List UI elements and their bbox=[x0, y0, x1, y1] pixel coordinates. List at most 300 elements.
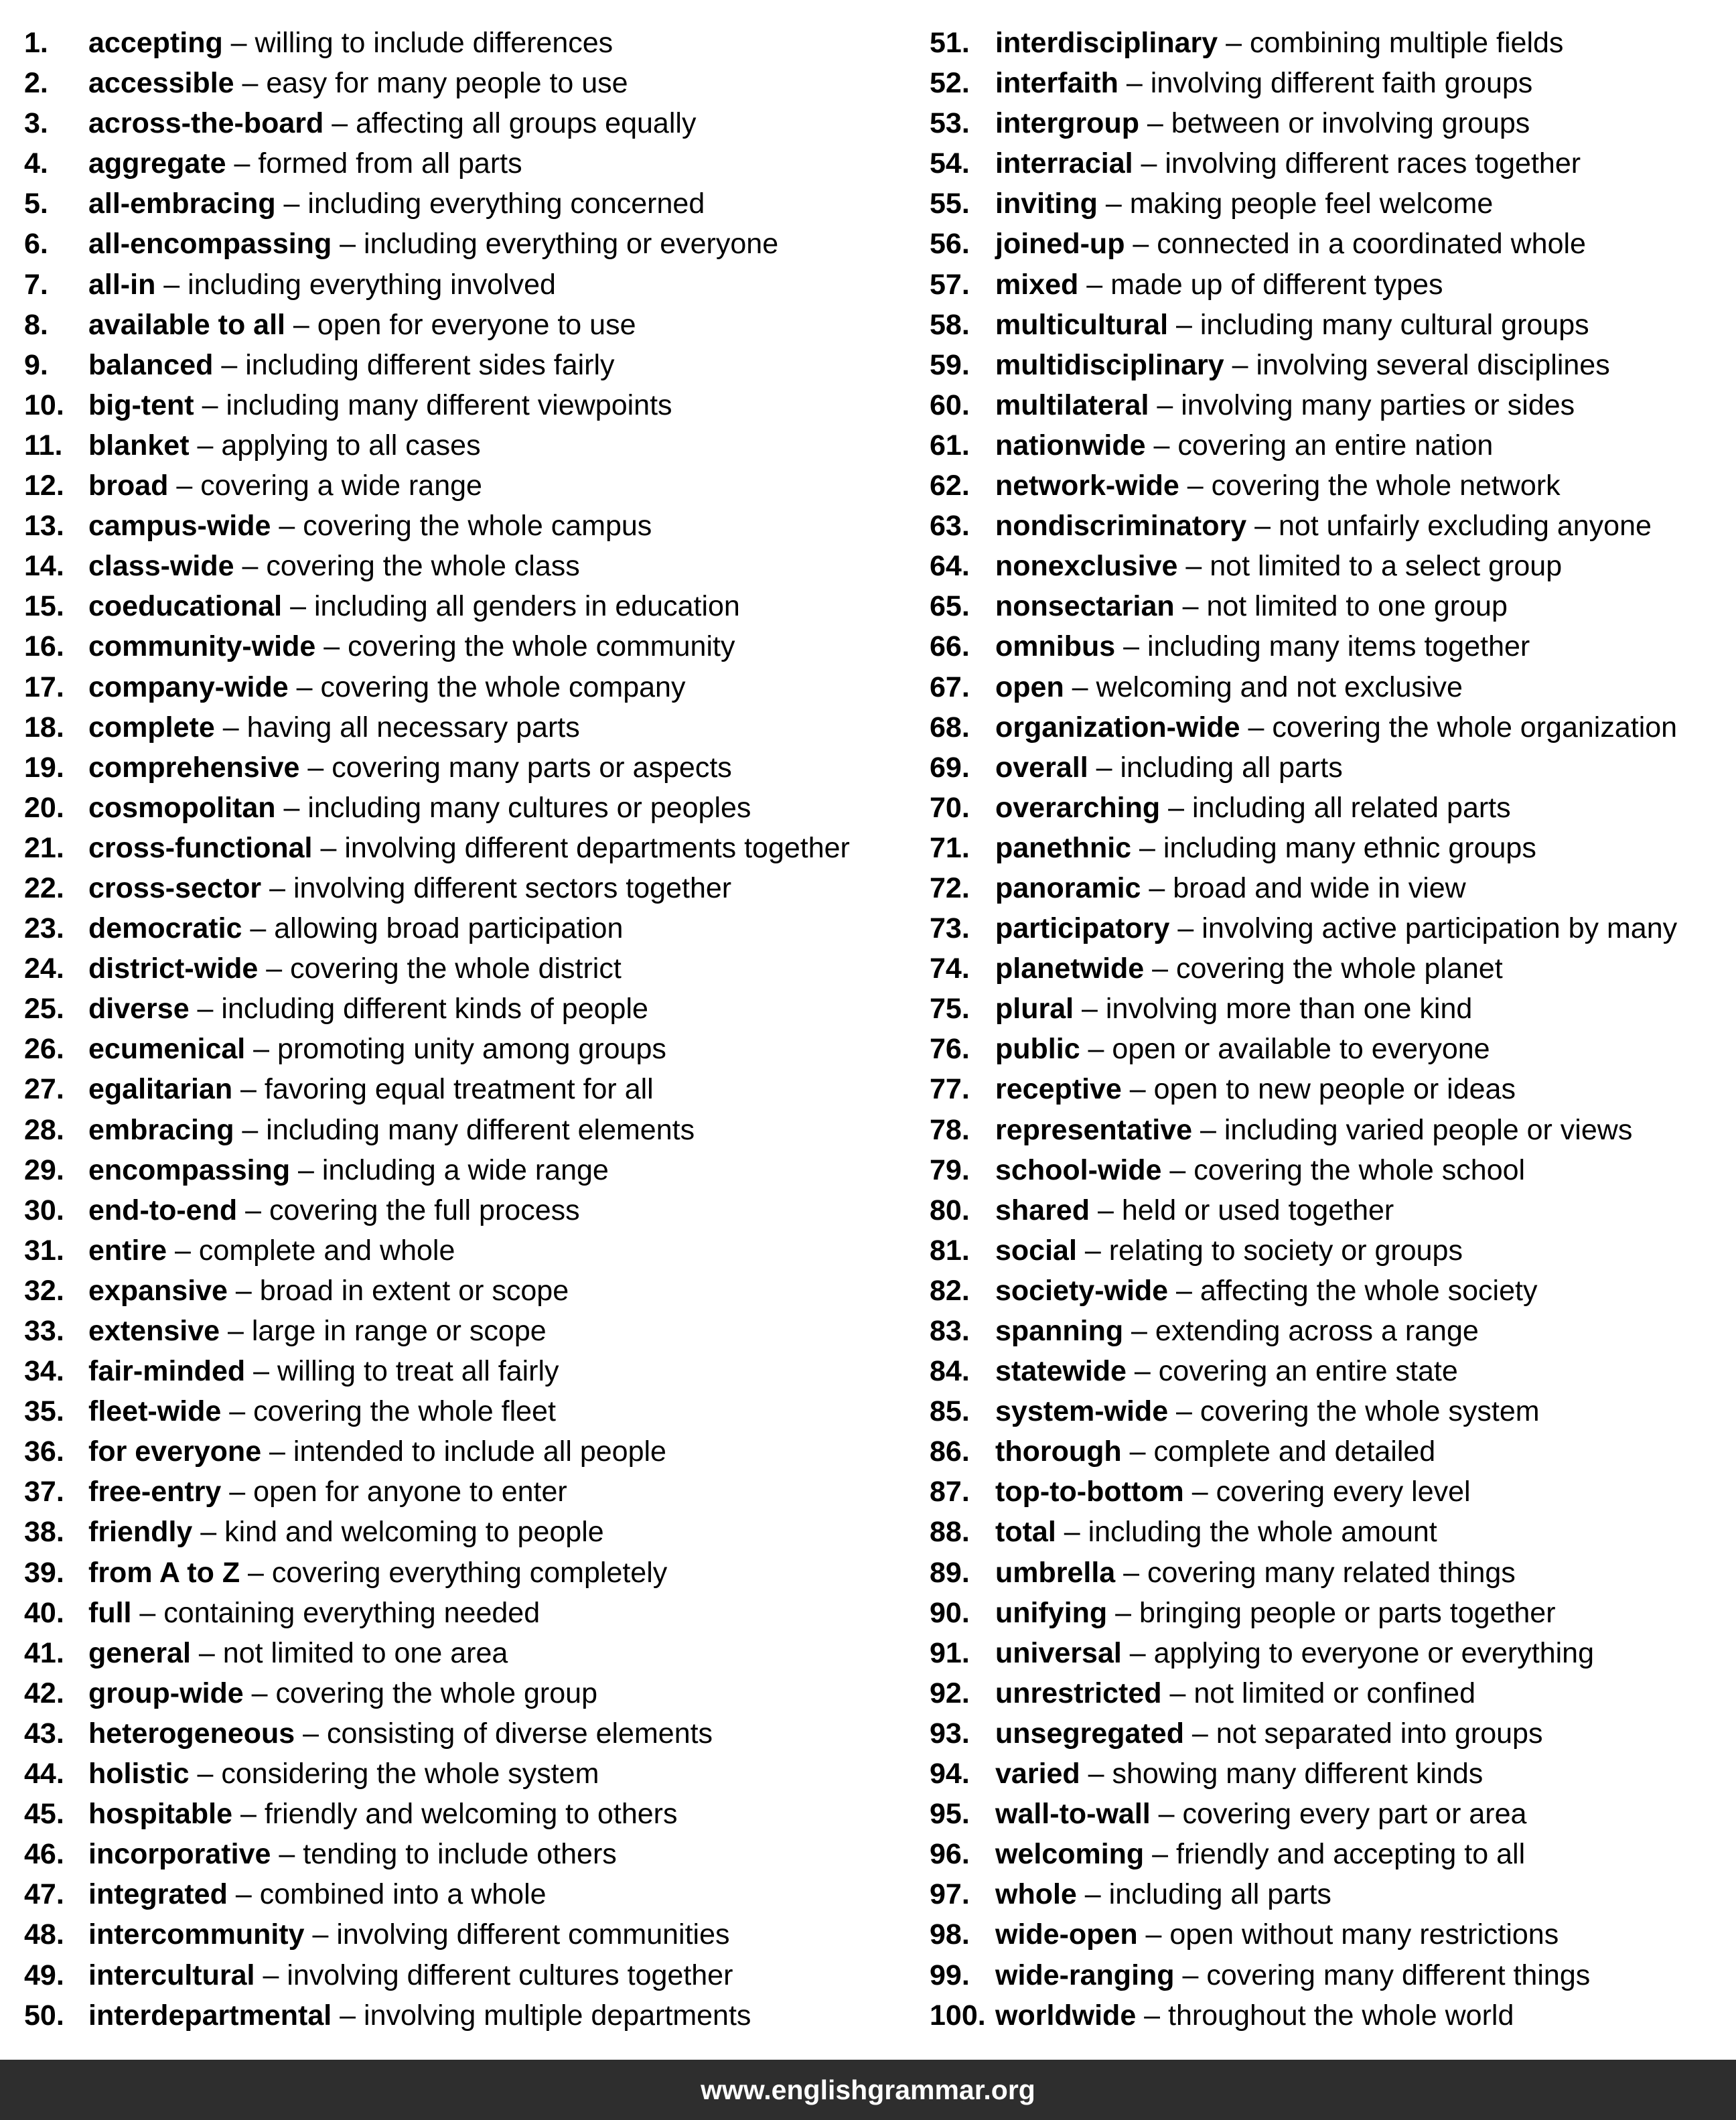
item-number: 60. bbox=[930, 388, 970, 421]
list-item bbox=[24, 385, 915, 425]
list-item bbox=[24, 1311, 915, 1351]
item-number: 81. bbox=[930, 1234, 970, 1267]
item-term: hospitable bbox=[88, 1798, 233, 1831]
item-term: balanced bbox=[88, 348, 214, 381]
list-item bbox=[930, 1673, 1731, 1713]
item-separator: – bbox=[1183, 1717, 1216, 1750]
item-separator: – bbox=[315, 630, 348, 663]
item-separator: – bbox=[1174, 590, 1207, 623]
list-item bbox=[930, 305, 1731, 345]
word-list-right-column bbox=[930, 23, 1731, 2036]
item-number: 6. bbox=[24, 228, 48, 261]
item-definition: affecting the whole society bbox=[1200, 1274, 1538, 1307]
list-item bbox=[24, 546, 915, 586]
item-term: shared bbox=[995, 1194, 1090, 1226]
item-separator: – bbox=[1144, 1838, 1177, 1871]
list-item bbox=[930, 1472, 1731, 1512]
list-item bbox=[24, 1593, 915, 1633]
item-definition: covering the whole network bbox=[1211, 470, 1561, 502]
list-item bbox=[24, 466, 915, 506]
item-number: 77. bbox=[930, 1073, 970, 1106]
list-item bbox=[930, 948, 1731, 989]
item-separator: – bbox=[1097, 188, 1130, 220]
item-separator: – bbox=[1144, 952, 1177, 985]
item-term: fair-minded bbox=[88, 1355, 246, 1388]
item-definition: including all parts bbox=[1120, 751, 1343, 784]
item-term: multidisciplinary bbox=[995, 348, 1224, 381]
item-definition: covering the whole class bbox=[266, 550, 580, 583]
item-term: wall-to-wall bbox=[995, 1798, 1151, 1831]
item-number: 23. bbox=[24, 912, 64, 945]
item-term: spanning bbox=[995, 1315, 1124, 1347]
item-term: entire bbox=[88, 1234, 167, 1267]
list-item bbox=[930, 224, 1731, 264]
item-term: blanket bbox=[88, 429, 190, 462]
item-term: egalitarian bbox=[88, 1073, 233, 1106]
list-item bbox=[930, 1431, 1731, 1472]
item-definition: intended to include all people bbox=[293, 1435, 666, 1468]
item-definition: combined into a whole bbox=[259, 1878, 547, 1911]
item-definition: involving multiple departments bbox=[364, 1999, 751, 2032]
item-definition: covering a wide range bbox=[200, 470, 482, 502]
item-separator: – bbox=[1121, 1073, 1154, 1106]
item-definition: including many cultural groups bbox=[1200, 308, 1589, 341]
item-term: receptive bbox=[995, 1073, 1122, 1106]
item-separator: – bbox=[232, 1798, 265, 1831]
item-number: 32. bbox=[24, 1274, 64, 1307]
item-definition: including many different viewpoints bbox=[226, 388, 672, 421]
item-number: 13. bbox=[24, 510, 64, 543]
list-item bbox=[930, 425, 1731, 466]
item-definition: involving different faith groups bbox=[1150, 67, 1533, 100]
item-term: public bbox=[995, 1033, 1080, 1066]
item-number: 59. bbox=[930, 348, 970, 381]
list-item bbox=[930, 265, 1731, 305]
item-term: joined-up bbox=[995, 228, 1125, 261]
list-item bbox=[930, 546, 1731, 586]
item-term: all-encompassing bbox=[88, 228, 332, 261]
item-number: 79. bbox=[930, 1153, 970, 1186]
list-item bbox=[24, 908, 915, 948]
item-definition: applying to everyone or everything bbox=[1153, 1636, 1594, 1669]
item-separator: – bbox=[1131, 831, 1163, 864]
item-separator: – bbox=[1240, 711, 1273, 744]
item-separator: – bbox=[190, 1636, 223, 1669]
item-separator: – bbox=[1076, 1878, 1109, 1911]
item-separator: – bbox=[299, 751, 332, 784]
list-item bbox=[24, 626, 915, 666]
list-item bbox=[24, 1673, 915, 1713]
item-separator: – bbox=[227, 1878, 260, 1911]
item-number: 41. bbox=[24, 1636, 64, 1669]
list-item bbox=[930, 1311, 1731, 1351]
list-item bbox=[24, 1351, 915, 1391]
item-separator: – bbox=[245, 1033, 278, 1066]
item-separator: – bbox=[1218, 27, 1250, 59]
item-term: cross-functional bbox=[88, 831, 313, 864]
item-term: friendly bbox=[88, 1516, 193, 1549]
list-item bbox=[930, 1391, 1731, 1431]
item-term: welcoming bbox=[995, 1838, 1145, 1871]
item-definition: including different sides fairly bbox=[245, 348, 615, 381]
list-item bbox=[24, 1029, 915, 1069]
footer-bar bbox=[0, 2060, 1736, 2120]
item-definition: covering every level bbox=[1216, 1476, 1471, 1508]
item-definition: including different kinds of people bbox=[221, 993, 648, 1026]
item-definition: between or involving groups bbox=[1171, 107, 1530, 140]
item-definition: bringing people or parts together bbox=[1139, 1596, 1556, 1629]
item-definition: covering the whole community bbox=[348, 630, 735, 663]
item-separator: – bbox=[261, 1435, 293, 1468]
item-number: 82. bbox=[930, 1274, 970, 1307]
item-definition: relating to society or groups bbox=[1108, 1234, 1463, 1267]
item-separator: – bbox=[214, 711, 247, 744]
item-separator: – bbox=[1192, 1113, 1224, 1146]
item-term: class-wide bbox=[88, 550, 234, 583]
item-term: overarching bbox=[995, 791, 1161, 824]
item-separator: – bbox=[222, 27, 255, 59]
item-definition: willing to include differences bbox=[255, 27, 613, 59]
item-definition: not limited or confined bbox=[1194, 1677, 1476, 1709]
item-definition: complete and detailed bbox=[1153, 1435, 1436, 1468]
list-item bbox=[24, 1995, 915, 2036]
list-item bbox=[24, 23, 915, 63]
item-number: 61. bbox=[930, 429, 970, 462]
item-definition: not limited to one group bbox=[1206, 590, 1508, 623]
item-number: 72. bbox=[930, 871, 970, 904]
item-number: 80. bbox=[930, 1194, 970, 1226]
item-term: interdepartmental bbox=[88, 1999, 332, 2032]
item-separator: – bbox=[1076, 1234, 1109, 1267]
list-item bbox=[24, 184, 915, 224]
list-item bbox=[930, 1351, 1731, 1391]
item-number: 74. bbox=[930, 952, 970, 985]
item-number: 90. bbox=[930, 1596, 970, 1629]
item-term: campus-wide bbox=[88, 510, 271, 543]
item-number: 86. bbox=[930, 1435, 970, 1468]
item-number: 85. bbox=[930, 1395, 970, 1428]
item-number: 1. bbox=[24, 27, 48, 59]
item-separator: – bbox=[1145, 429, 1178, 462]
item-separator: – bbox=[1125, 228, 1157, 261]
item-number: 87. bbox=[930, 1476, 970, 1508]
item-term: holistic bbox=[88, 1758, 190, 1790]
item-number: 95. bbox=[930, 1798, 970, 1831]
item-number: 5. bbox=[24, 188, 48, 220]
item-number: 64. bbox=[930, 550, 970, 583]
item-separator: – bbox=[271, 1838, 303, 1871]
item-separator: – bbox=[1088, 751, 1120, 784]
list-item bbox=[24, 1713, 915, 1754]
list-item bbox=[24, 1794, 915, 1834]
item-term: nonsectarian bbox=[995, 590, 1175, 623]
item-separator: – bbox=[1141, 871, 1173, 904]
list-item bbox=[930, 667, 1731, 707]
item-separator: – bbox=[1224, 348, 1256, 381]
list-item bbox=[24, 345, 915, 385]
item-number: 28. bbox=[24, 1113, 64, 1146]
item-term: across-the-board bbox=[88, 107, 324, 140]
list-item bbox=[24, 586, 915, 626]
list-item bbox=[930, 1150, 1731, 1190]
list-item bbox=[930, 1794, 1731, 1834]
list-item bbox=[24, 103, 915, 143]
list-item bbox=[930, 868, 1731, 908]
item-separator: – bbox=[1174, 1959, 1207, 1991]
item-definition: formed from all parts bbox=[258, 147, 522, 180]
item-term: full bbox=[88, 1596, 132, 1629]
item-number: 35. bbox=[24, 1395, 64, 1428]
item-number: 78. bbox=[930, 1113, 970, 1146]
list-item bbox=[930, 1069, 1731, 1109]
list-item bbox=[24, 1874, 915, 1914]
item-number: 91. bbox=[930, 1636, 970, 1669]
list-item bbox=[24, 868, 915, 908]
item-term: all-in bbox=[88, 268, 156, 301]
list-item bbox=[24, 707, 915, 748]
item-number: 29. bbox=[24, 1153, 64, 1186]
item-term: community-wide bbox=[88, 630, 316, 663]
item-number: 55. bbox=[930, 188, 970, 220]
list-item bbox=[24, 1834, 915, 1874]
item-term: multilateral bbox=[995, 388, 1149, 421]
list-item bbox=[930, 345, 1731, 385]
item-definition: applying to all cases bbox=[221, 429, 481, 462]
list-item bbox=[24, 1391, 915, 1431]
item-term: plural bbox=[995, 993, 1074, 1026]
item-term: complete bbox=[88, 711, 215, 744]
list-item bbox=[24, 265, 915, 305]
item-separator: – bbox=[189, 993, 222, 1026]
item-definition: willing to treat all fairly bbox=[277, 1355, 559, 1388]
item-number: 36. bbox=[24, 1435, 64, 1468]
item-definition: covering the whole campus bbox=[303, 510, 652, 543]
item-term: whole bbox=[995, 1878, 1077, 1911]
item-term: expansive bbox=[88, 1274, 228, 1307]
item-term: social bbox=[995, 1234, 1077, 1267]
item-number: 98. bbox=[930, 1918, 970, 1951]
item-term: interdisciplinary bbox=[995, 27, 1218, 59]
item-number: 7. bbox=[24, 268, 48, 301]
item-number: 50. bbox=[24, 1999, 64, 2032]
item-separator: – bbox=[1115, 630, 1147, 663]
item-separator: – bbox=[192, 1516, 225, 1549]
list-item bbox=[24, 1754, 915, 1794]
item-number: 12. bbox=[24, 470, 64, 502]
item-separator: – bbox=[332, 228, 364, 261]
item-number: 10. bbox=[24, 388, 64, 421]
item-definition: tending to include others bbox=[303, 1838, 617, 1871]
list-item bbox=[930, 1995, 1731, 2036]
list-item bbox=[930, 908, 1731, 948]
item-term: democratic bbox=[88, 912, 242, 945]
item-separator: – bbox=[290, 1153, 322, 1186]
item-separator: – bbox=[1183, 1476, 1216, 1508]
item-definition: including everything or everyone bbox=[364, 228, 779, 261]
item-number: 76. bbox=[930, 1033, 970, 1066]
list-item bbox=[930, 1512, 1731, 1552]
item-separator: – bbox=[1123, 1315, 1155, 1347]
item-separator: – bbox=[155, 268, 188, 301]
item-number: 94. bbox=[930, 1758, 970, 1790]
list-item bbox=[24, 506, 915, 546]
footer-url[interactable]: www.englishgrammar.org bbox=[701, 2074, 1035, 2105]
item-definition: covering the whole organization bbox=[1272, 711, 1678, 744]
item-definition: kind and welcoming to people bbox=[224, 1516, 604, 1549]
item-definition: showing many different kinds bbox=[1112, 1758, 1484, 1790]
item-term: omnibus bbox=[995, 630, 1116, 663]
item-separator: – bbox=[1161, 1153, 1194, 1186]
item-definition: easy for many people to use bbox=[266, 67, 628, 100]
list-item bbox=[930, 1633, 1731, 1673]
item-term: comprehensive bbox=[88, 751, 300, 784]
item-term: broad bbox=[88, 470, 169, 502]
item-definition: combining multiple fields bbox=[1249, 27, 1564, 59]
item-term: encompassing bbox=[88, 1153, 291, 1186]
item-term: nondiscriminatory bbox=[995, 510, 1247, 543]
item-separator: – bbox=[1121, 1636, 1154, 1669]
item-number: 43. bbox=[24, 1717, 64, 1750]
item-definition: covering an entire nation bbox=[1177, 429, 1494, 462]
list-item bbox=[24, 1110, 915, 1150]
item-definition: involving active participation by many bbox=[1202, 912, 1678, 945]
item-term: embracing bbox=[88, 1113, 234, 1146]
item-definition: affecting all groups equally bbox=[356, 107, 697, 140]
item-definition: welcoming and not exclusive bbox=[1096, 670, 1463, 703]
item-definition: made up of different types bbox=[1110, 268, 1443, 301]
item-definition: containing everything needed bbox=[163, 1596, 540, 1629]
item-separator: – bbox=[1080, 1758, 1112, 1790]
item-definition: including the whole amount bbox=[1088, 1516, 1437, 1549]
item-number: 54. bbox=[930, 147, 970, 180]
list-item bbox=[24, 63, 915, 103]
item-term: coeducational bbox=[88, 590, 283, 623]
item-number: 30. bbox=[24, 1194, 64, 1226]
item-definition: involving more than one kind bbox=[1105, 993, 1473, 1026]
item-definition: involving different departments together bbox=[344, 831, 850, 864]
item-number: 15. bbox=[24, 590, 64, 623]
item-term: school-wide bbox=[995, 1153, 1162, 1186]
item-separator: – bbox=[234, 67, 267, 100]
item-separator: – bbox=[1246, 510, 1279, 543]
item-number: 3. bbox=[24, 107, 48, 140]
item-separator: – bbox=[242, 912, 275, 945]
item-term: integrated bbox=[88, 1878, 228, 1911]
item-definition: including everything involved bbox=[188, 268, 556, 301]
item-term: wide-open bbox=[995, 1918, 1138, 1951]
item-definition: covering the whole group bbox=[275, 1677, 597, 1709]
item-separator: – bbox=[243, 1677, 276, 1709]
item-number: 14. bbox=[24, 550, 64, 583]
item-separator: – bbox=[194, 388, 226, 421]
item-number: 53. bbox=[930, 107, 970, 140]
list-item bbox=[930, 1553, 1731, 1593]
item-term: aggregate bbox=[88, 147, 226, 180]
item-separator: – bbox=[1107, 1596, 1140, 1629]
item-term: incorporative bbox=[88, 1838, 271, 1871]
item-number: 11. bbox=[24, 429, 63, 462]
list-item bbox=[24, 1150, 915, 1190]
item-number: 92. bbox=[930, 1677, 970, 1709]
item-number: 99. bbox=[930, 1959, 970, 1991]
item-number: 18. bbox=[24, 711, 64, 744]
item-number: 58. bbox=[930, 308, 970, 341]
item-definition: covering many different things bbox=[1206, 1959, 1591, 1991]
item-term: district-wide bbox=[88, 952, 259, 985]
item-number: 47. bbox=[24, 1878, 64, 1911]
item-term: overall bbox=[995, 751, 1088, 784]
item-separator: – bbox=[234, 1113, 267, 1146]
item-number: 40. bbox=[24, 1596, 64, 1629]
item-term: network-wide bbox=[995, 470, 1179, 502]
item-number: 73. bbox=[930, 912, 970, 945]
item-separator: – bbox=[1090, 1194, 1122, 1226]
word-list-left-column bbox=[24, 23, 915, 2036]
item-number: 48. bbox=[24, 1918, 64, 1951]
item-separator: – bbox=[240, 1556, 272, 1589]
item-definition: open for anyone to enter bbox=[253, 1476, 567, 1508]
list-item bbox=[24, 1472, 915, 1512]
list-item bbox=[930, 385, 1731, 425]
item-separator: – bbox=[227, 1274, 260, 1307]
item-definition: involving different cultures together bbox=[287, 1959, 733, 1991]
item-separator: – bbox=[189, 429, 222, 462]
list-item bbox=[24, 748, 915, 788]
item-number: 27. bbox=[24, 1073, 64, 1106]
item-definition: involving different races together bbox=[1165, 147, 1581, 180]
item-term: for everyone bbox=[88, 1435, 262, 1468]
item-separator: – bbox=[271, 510, 303, 543]
item-term: diverse bbox=[88, 993, 190, 1026]
item-term: nationwide bbox=[995, 429, 1146, 462]
item-definition: including everything concerned bbox=[307, 188, 705, 220]
item-separator: – bbox=[189, 1758, 222, 1790]
item-separator: – bbox=[258, 952, 291, 985]
item-term: inviting bbox=[995, 188, 1098, 220]
item-number: 93. bbox=[930, 1717, 970, 1750]
item-number: 2. bbox=[24, 67, 48, 100]
item-definition: not limited to one area bbox=[222, 1636, 508, 1669]
item-number: 8. bbox=[24, 308, 48, 341]
item-separator: – bbox=[167, 1234, 199, 1267]
list-item bbox=[930, 1955, 1731, 1995]
item-separator: – bbox=[332, 1999, 364, 2032]
item-number: 89. bbox=[930, 1556, 970, 1589]
list-item bbox=[930, 184, 1731, 224]
item-number: 83. bbox=[930, 1315, 970, 1347]
item-separator: – bbox=[255, 1959, 287, 1991]
item-number: 16. bbox=[24, 630, 64, 663]
item-term: group-wide bbox=[88, 1677, 244, 1709]
item-number: 33. bbox=[24, 1315, 64, 1347]
item-number: 88. bbox=[930, 1516, 970, 1549]
item-definition: including many items together bbox=[1147, 630, 1530, 663]
list-item bbox=[24, 1914, 915, 1955]
item-number: 65. bbox=[930, 590, 970, 623]
list-item bbox=[930, 23, 1731, 63]
item-number: 49. bbox=[24, 1959, 64, 1991]
item-separator: – bbox=[232, 1073, 265, 1106]
item-definition: covering many parts or aspects bbox=[332, 751, 732, 784]
item-term: fleet-wide bbox=[88, 1395, 222, 1428]
list-item bbox=[24, 1955, 915, 1995]
item-term: mixed bbox=[995, 268, 1079, 301]
item-separator: – bbox=[1126, 1355, 1159, 1388]
item-number: 75. bbox=[930, 993, 970, 1026]
item-separator: – bbox=[304, 1918, 337, 1951]
item-term: wide-ranging bbox=[995, 1959, 1175, 1991]
list-item bbox=[24, 1190, 915, 1230]
